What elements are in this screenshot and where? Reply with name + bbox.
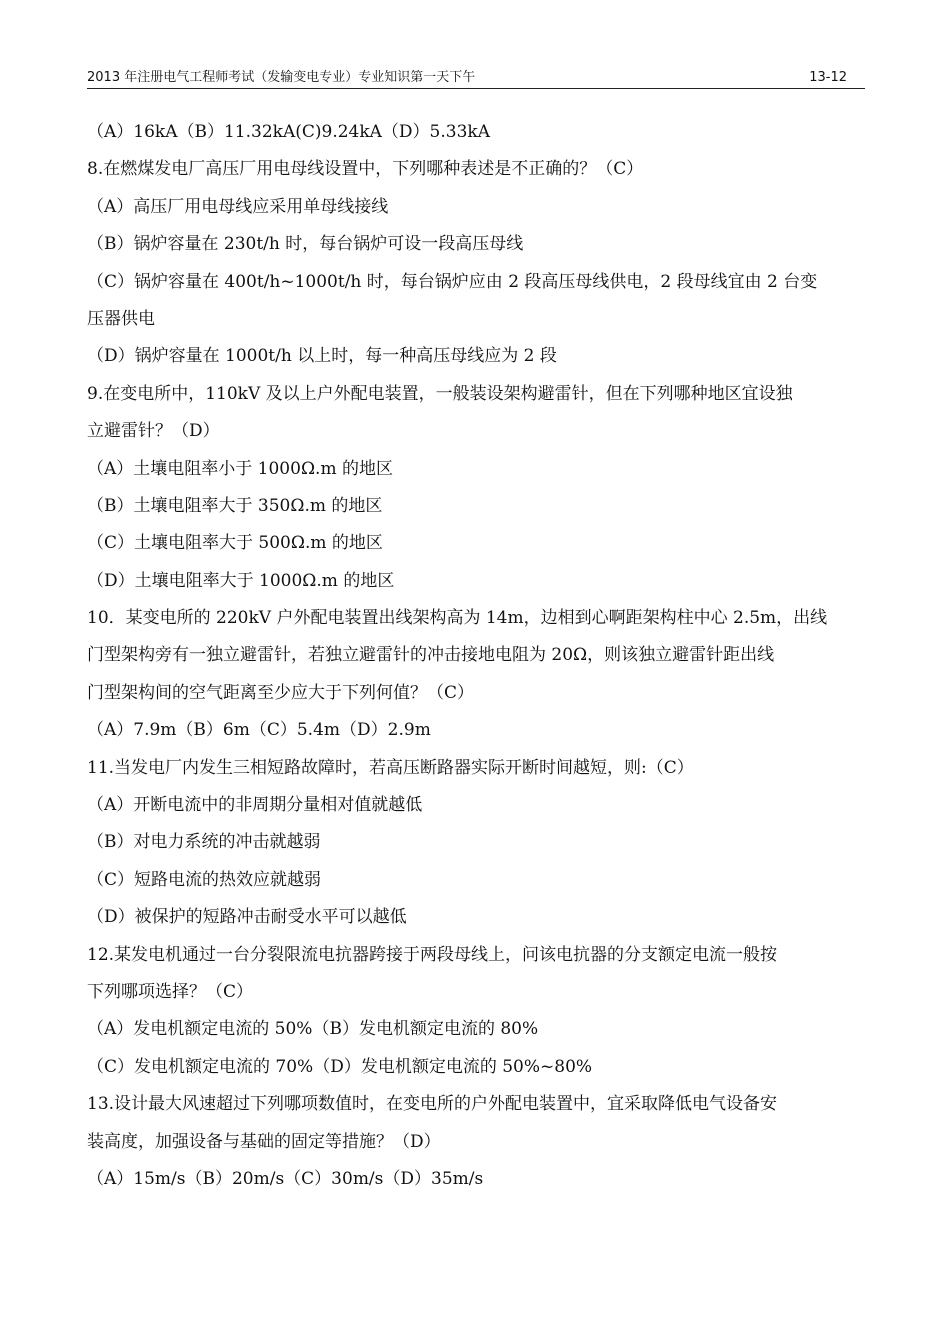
document-body: [87, 114, 865, 1198]
question-11: 11.当发电厂内发生三相短路故障时，若高压断路器实际开断时间越短，则:（C）: [87, 757, 694, 778]
q9-option-d: （D）土壤电阻率大于 1000Ω.m 的地区: [87, 570, 395, 591]
q11-option-c: （C）短路电流的热效应就越弱: [87, 869, 322, 890]
q12-options-cd: （C）发电机额定电流的 70%（D）发电机额定电流的 50%~80%: [87, 1056, 593, 1077]
q8-option-b: （B）锅炉容量在 230t/h 时，每台锅炉可设一段高压母线: [87, 234, 524, 255]
q9-option-a: （A）土壤电阻率小于 1000Ω.m 的地区: [87, 458, 393, 479]
q11-option-b: （B）对电力系统的冲击就越弱: [87, 832, 321, 853]
header-title: 2013 年注册电气工程师考试（发输变电专业）专业知识第一天下午: [87, 70, 476, 85]
q10-options: （A）7.9m（B）6m（C）5.4m（D）2.9m: [87, 720, 431, 741]
question-13: 13.设计最大风速超过下列哪项数值时，在变电所的户外配电装置中，宜采取降低电气设备安: [87, 1094, 778, 1115]
q8-option-c: （C）锅炉容量在 400t/h~1000t/h 时，每台锅炉应由 2 段高压母线供电，2 段母线宜由 2 台变: [87, 271, 818, 292]
answer-options-q7: （A）16kA（B）11.32kA(C)9.24kA（D）5.33kA: [87, 122, 490, 142]
page-number: 13-12: [809, 70, 847, 85]
q8-option-d: （D）锅炉容量在 1000t/h 以上时，每一种高压母线应为 2 段: [87, 346, 557, 367]
question-9: 9.在变电所中，110kV 及以上户外配电装置，一般装设架构避雷针，但在下列哪种地区宜设独: [87, 383, 793, 404]
q11-option-a: （A）开断电流中的非周期分量相对值就越低: [87, 795, 423, 816]
question-10: 10．某变电所的 220kV 户外配电装置出线架构高为 14m，边相到心啊距架构柱中心 2.5m，出线: [87, 608, 828, 629]
question-12-continued: 下列哪项选择？（C）: [87, 981, 254, 1002]
question-10-continued-2: 门型架构间的空气距离至少应大于下列何值？（C）: [87, 682, 475, 703]
q11-option-d: （D）被保护的短路冲击耐受水平可以越低: [87, 907, 407, 928]
q8-option-a: （A）高压厂用电母线应采用单母线接线: [87, 196, 389, 217]
q9-option-c: （C）土壤电阻率大于 500Ω.m 的地区: [87, 533, 383, 554]
q12-options-ab: （A）发电机额定电流的 50%（B）发电机额定电流的 80%: [87, 1019, 539, 1040]
question-9-continued: 立避雷针？（D）: [87, 421, 220, 442]
q13-options: （A）15m/s（B）20m/s（C）30m/s（D）35m/s: [87, 1168, 484, 1189]
question-10-continued-1: 门型架构旁有一独立避雷针，若独立避雷针的冲击接地电阻为 20Ω，则该独立避雷针距出线: [87, 645, 775, 666]
q9-option-b: （B）土壤电阻率大于 350Ω.m 的地区: [87, 495, 383, 516]
question-12: 12.某发电机通过一台分裂限流电抗器跨接于两段母线上，问该电抗器的分支额定电流一般按: [87, 944, 778, 965]
page-header: [87, 70, 865, 89]
question-13-continued: 装高度，加强设备与基础的固定等措施？（D）: [87, 1131, 441, 1152]
question-8: 8.在燃煤发电厂高压厂用电母线设置中，下列哪种表述是不正确的？（C）: [87, 159, 644, 180]
q8-option-c-continued: 压器供电: [87, 308, 155, 329]
